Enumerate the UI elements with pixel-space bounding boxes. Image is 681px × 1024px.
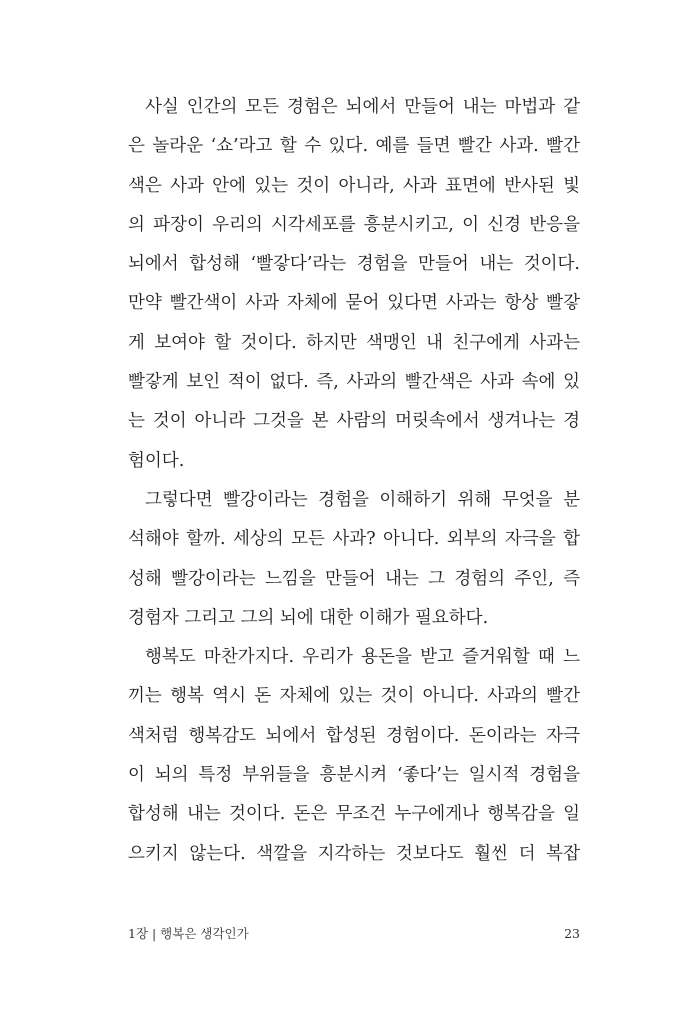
- text-line: 성해 빨강이라는 느낌을 만들어 내는 그 경험의 주인, 즉: [128, 568, 580, 589]
- text-line: 뇌에서 합성해 ‘빨갛다’라는 경험을 만들어 내는 것이다.: [128, 254, 580, 275]
- body-text: [128, 88, 580, 874]
- text-line: 석해야 할까. 세상의 모든 사과? 아니다. 외부의 자극을 합: [128, 529, 580, 550]
- text-line: 만약 빨간색이 사과 자체에 묻어 있다면 사과는 항상 빨갛: [128, 293, 580, 314]
- page-footer: [128, 922, 580, 944]
- chapter-title: 1장 | 행복은 생각인가: [128, 926, 249, 941]
- text-line: 사실 인간의 모든 경험은 뇌에서 만들어 내는 마법과 같: [145, 97, 580, 117]
- page-number: 23: [564, 925, 580, 941]
- text-line: 경험자 그리고 그의 뇌에 대한 이해가 필요하다.: [128, 607, 489, 628]
- text-line: 은 놀라운 ‘쇼’라고 할 수 있다. 예를 들면 빨간 사과. 빨간: [128, 136, 580, 157]
- text-line: 이 뇌의 특정 부위들을 흥분시켜 ‘좋다’는 일시적 경험을: [128, 765, 580, 786]
- text-line: 의 파장이 우리의 시각세포를 흥분시키고, 이 신경 반응을: [128, 214, 580, 235]
- text-line: 게 보여야 할 것이다. 하지만 색맹인 내 친구에게 사과는: [128, 332, 580, 353]
- text-line: 행복도 마찬가지다. 우리가 용돈을 받고 즐거워할 때 느: [145, 647, 580, 668]
- text-line: 는 것이 아니라 그것을 본 사람의 머릿속에서 생겨나는 경: [128, 411, 580, 432]
- text-line: 색처럼 행복감도 뇌에서 합성된 경험이다. 돈이라는 자극: [128, 725, 580, 746]
- text-line: 빨갛게 보인 적이 없다. 즉, 사과의 빨간색은 사과 속에 있: [128, 372, 580, 393]
- text-line: 끼는 행복 역시 돈 자체에 있는 것이 아니다. 사과의 빨간: [128, 686, 580, 707]
- text-line: 색은 사과 안에 있는 것이 아니라, 사과 표면에 반사된 빛: [128, 175, 580, 196]
- text-line: 그렇다면 빨강이라는 경험을 이해하기 위해 무엇을 분: [145, 489, 580, 510]
- text-line: 합성해 내는 것이다. 돈은 무조건 누구에게나 행복감을 일: [128, 804, 580, 825]
- text-line: 으키지 않는다. 색깔을 지각하는 것보다도 훨씬 더 복잡: [128, 843, 580, 864]
- text-line: 험이다.: [128, 450, 185, 471]
